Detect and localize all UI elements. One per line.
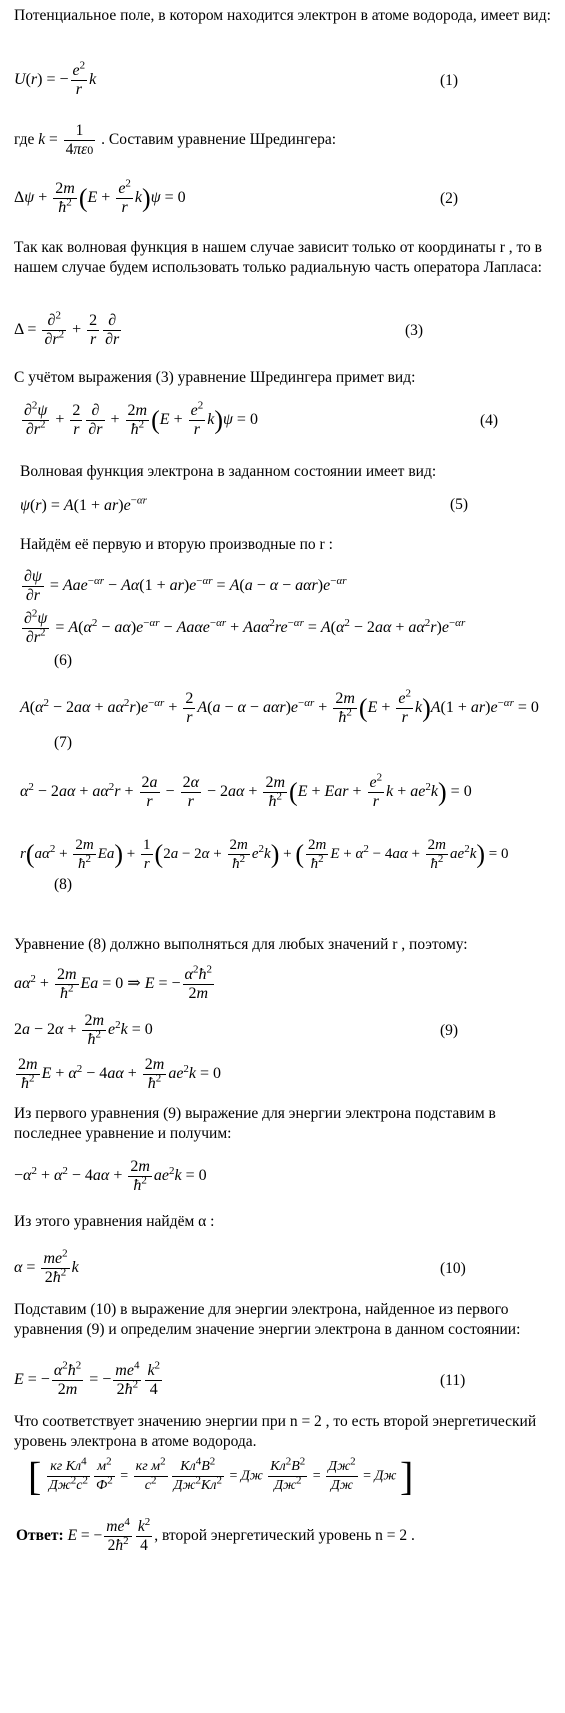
equation-number-7: (7) [54,734,73,751]
equation-4: $\frac{\partial^2\psi}{\partial r^2}$ + $\frac{2}{r}$ ∂ ∂r + $\frac{2m}{ħ^2}$ (E + $\frac{e^2}{r}$ k)ψ = 0 [24,399,258,438]
equation-9c: $\frac{2m}{ħ^2}$ $E + \alpha^2 - 4a\alpha$ + $\frac{2m}{ħ^2}$ $ae^2k = 0$ [18,1056,222,1092]
p1: Потенциальное поле, в котором находится электрон в атоме водорода, имеет вид: [14,7,551,24]
k-definition: k = $\frac{1}{4\pi\varepsilon 0}$ [38,122,94,158]
equation-number-9: (9) [440,1022,459,1039]
equation-3: Δ = $\frac{\partial^2}{\partial r^2}$ + $\frac{2}{r}$ ∂ ∂r [14,309,120,348]
equation-number-1: (1) [440,72,459,89]
p9: Из этого уравнения найдём α : [14,1213,215,1230]
equation-number-11: (11) [440,1372,466,1389]
equation-8a: $\alpha^2 - 2a\alpha + a\alpha^2r$ + $\frac{2a}{r}$ − $\frac{2\alpha}{r}$ − 2aα + $\frac{2m}{ħ^2}$ (E + Ear + $\frac{e^2}{r}$ $k + ae^2k) = 0$ [20,771,472,810]
equation-number-8: (8) [54,876,73,893]
p2-prefix: где [14,131,35,149]
equation-8b: $r(a\alpha^2$ + $\frac{2m}{ħ^2}$ Ea) + $\frac{1}{r}$ (2a − 2α + $\frac{2m}{ħ^2}$ $e^2k$) + ( $\frac{2m}{ħ^2}$ $E + \alpha^2 - 4a\alpha$ + $\frac{2m}{ħ^2}$ $ae^2k) = 0$ [20,837,509,872]
answer-tail: , второй энергетический уровень n = 2 . [154,1527,415,1545]
equation-5: $\psi(r) = A(1 + ar)e^{-\alpha r}$ [20,494,147,514]
equation-number-3: (3) [405,322,424,339]
equation-number-10: (10) [440,1260,466,1277]
equation-2: Δψ + $\frac{2m}{ħ^2}$ (E + $\frac{e^2}{r}$ k)ψ = 0 [14,177,186,216]
p4: С учётом выражения (3) уравнение Шредингера примет вид: [14,369,416,386]
answer-formula: E = − $\frac{me^4}{2ħ^2}$ $\frac{k^2}{4}$ [67,1515,151,1554]
answer-label: Ответ: [16,1527,64,1545]
equation-6a: $\frac{\partial\psi}{\partial r}$ = $Aae^{-\alpha r} - A\alpha(1 + ar)e^{-\alpha r} = A(a - \alpha - a\alpha r)e^{-\alpha r}$ [24,568,347,604]
p2-suffix: . Составим уравнение Шредингера: [101,131,337,149]
equation-7: $A(\alpha^2 - 2a\alpha + a\alpha^2r)e^{-\alpha r}$ + $\frac{2}{r}$ $A(a - \alpha - a\alpha r)e^{-\alpha r}$ + $\frac{2m}{ħ^2}$ (E + $\frac{e^2}{r}$ $k)A(1 + ar)e^{-\alpha r} = 0$ [20,687,539,726]
equation-1: U(r) = − $\frac{e^2}{r}$ k [14,59,97,98]
p7: Уравнение (8) должно выполняться для любых значений r , поэтому: [14,936,468,953]
answer [16,1515,415,1555]
p6: Найдём её первую и вторую производные по r : [20,536,333,553]
p3: Так как волновая функция в нашем случае зависит только от координаты r , то в нашем случае будем использовать только радиальную часть оператора Лапласа: [14,239,542,276]
equation-9b: 2a − 2α + $\frac{2m}{ħ^2}$ $e^2k = 0$ [14,1012,153,1048]
equation-number-5: (5) [450,496,469,513]
p10: Подставим (10) в выражение для энергии электрона, найденное из первого уравнения (9) и определим значение энергии электрона в данном состоянии: [14,1301,521,1338]
equation-10: α = $\frac{me^2}{2ħ^2}$ k [14,1247,79,1286]
equation-number-6: (6) [54,652,73,669]
p5: Волновая функция электрона в заданном состоянии имеет вид: [20,463,437,480]
p11: Что соответствует значению энергии при n = 2 , то есть второй энергетический уровень электрона в атоме водорода. [14,1413,537,1450]
equation-number-2: (2) [440,190,459,207]
equation-number-4: (4) [480,412,499,429]
p2 [14,122,554,159]
equation-9a: $a\alpha^2$ + $\frac{2m}{ħ^2}$ Ea = 0 ⇒ E = − $\frac{\alpha^2ħ^2}{2m}$ [14,963,212,1002]
units-check: [ кг $Кл^4$ $Дж^2с^2$ $м^2$ $Ф^2$ = кг $м^2$ $с^2$ $Кл^4В^2$ $Дж^2Кл^2$ = Дж $Кл^2В^2$ $Дж^2$ = $Дж^2$ Дж = Дж ] [28,1453,414,1499]
equation-11: E = − $\frac{\alpha^2ħ^2}{2m}$ = − $\frac{me^4}{2ħ^2}$ $\frac{k^2}{4}$ [14,1359,161,1398]
equation-6b: $\frac{\partial^2\psi}{\partial r^2}$ = $A(\alpha^2 - a\alpha)e^{-\alpha r} - Aa\alpha e^{-\alpha r} + Aa\alpha^2re^{-\alpha r} = A(\alpha^2 - 2a\alpha + a\alpha^2r)e^{-\alpha r}$ [24,607,466,646]
equation-substituted: $-\alpha^2 + \alpha^2 - 4a\alpha$ + $\frac{2m}{ħ^2}$ $ae^2k = 0$ [14,1158,207,1194]
p8: Из первого уравнения (9) выражение для энергии электрона подставим в последнее уравнение и получим: [14,1105,496,1142]
